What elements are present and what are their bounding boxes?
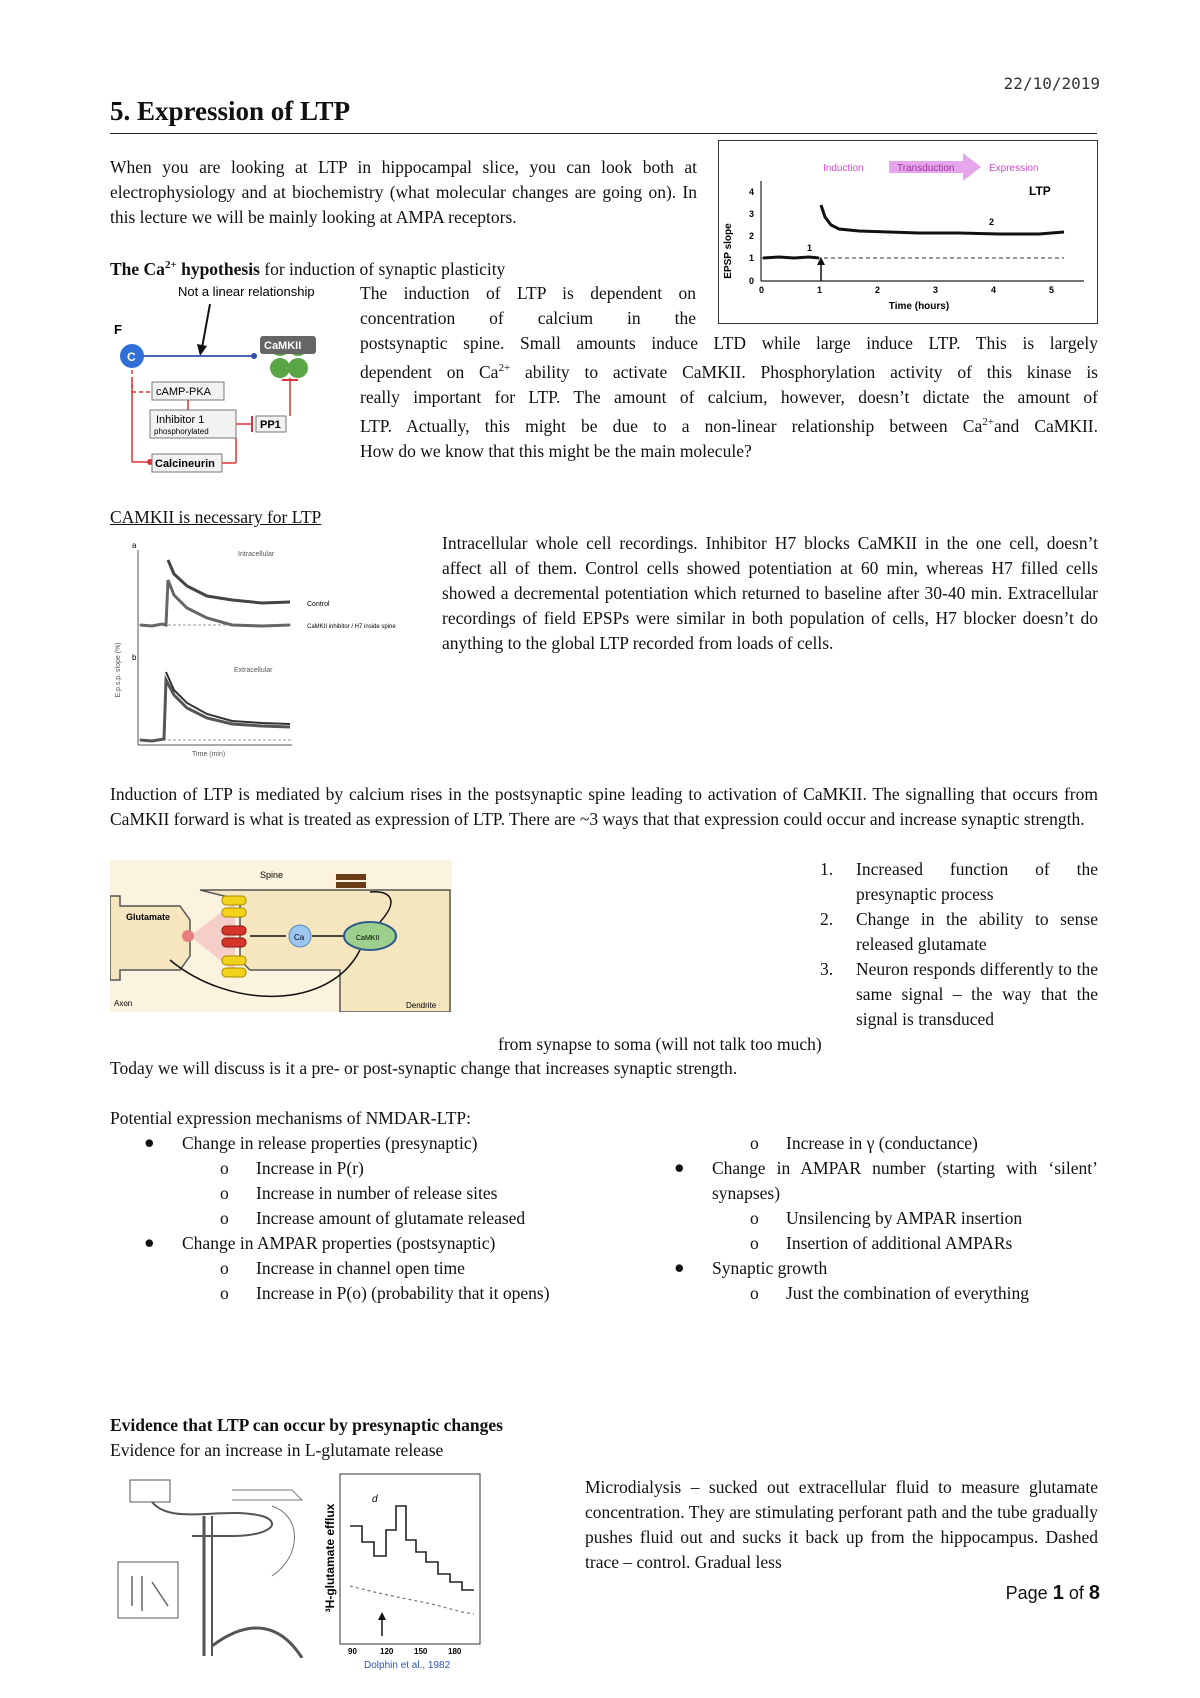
expression-label: Expression — [989, 163, 1039, 174]
panel-a-label: a — [132, 541, 137, 550]
induction-label: Induction — [823, 163, 864, 174]
efflux-x1: 90 — [348, 1647, 357, 1656]
microdialysis-paragraph: Microdialysis – sucked out extracellular fluid to measure glutamate concentration. They are stimulating perforant path and the tube gradually pushes fluid out and sucks it back up from the hippocampus. Dashed trace – control. Gradual less — [585, 1477, 1098, 1572]
extracellular-label: Extracellular — [234, 667, 273, 674]
ltp-figure — [718, 140, 1098, 324]
ca-label: Ca — [294, 933, 305, 942]
f-label: F — [114, 322, 122, 337]
camkii-label: CaMKII — [264, 340, 302, 352]
ltp-ylabel: EPSP slope — [723, 223, 734, 279]
way-item-2 — [820, 907, 1098, 957]
mech-b1s1: o Increase in P(r) — [220, 1158, 364, 1178]
way-2-text: Change in the ability to sense released glutamate — [856, 909, 1098, 954]
xtick-2: 2 — [875, 285, 881, 295]
efflux-x3: 150 — [414, 1647, 428, 1656]
ca-line-1: The induction of LTP is dependent on — [360, 283, 696, 303]
camkii-figure — [112, 540, 442, 760]
ca-line-2: concentration of calcium in the — [360, 308, 696, 328]
mechanisms-heading: Potential expression mechanisms of NMDAR-LTP: — [110, 1108, 471, 1128]
ca-line-4 — [360, 356, 1098, 385]
ytick-2: 2 — [749, 231, 755, 241]
camkii-ylabel: E.p.s.p. slope (%) — [115, 642, 122, 698]
mech-b1s2-text: Increase in number of release sites — [256, 1183, 498, 1203]
mech-b2s1-text: Increase in channel open time — [256, 1258, 465, 1278]
ytick-4: 4 — [749, 187, 755, 197]
ltp-plot — [719, 141, 1097, 323]
phosphorylated-label: phosphorylated — [154, 427, 209, 436]
mech-b1s3-text: Increase amount of glutamate released — [256, 1208, 526, 1228]
page-title: 5. Expression of LTP — [110, 96, 351, 126]
mech-b3s2-text: Insertion of additional AMPARs — [786, 1233, 1013, 1253]
ca-text-top — [360, 281, 696, 331]
calcineurin-label: Calcineurin — [155, 458, 215, 470]
date: 22/10/2019 — [1003, 74, 1100, 93]
mech-r1-text: Increase in γ (conductance) — [786, 1133, 978, 1153]
efflux-ylabel: ³H-glutamate efflux — [323, 1503, 337, 1613]
mech-b4s1-text: Just the combination of everything — [786, 1283, 1030, 1303]
mech-b3s1: o Unsilencing by AMPAR insertion — [750, 1208, 1023, 1228]
xtick-1: 1 — [817, 285, 823, 295]
way-1-text: Increased function of the presynaptic process — [856, 859, 1098, 904]
ca-line-6a: LTP. Actually, this might be due to a non-linear relationship between Ca — [360, 415, 983, 436]
mechanisms-right-col — [640, 1131, 1098, 1306]
of-word: of — [1068, 1583, 1084, 1603]
mech-b3s1-text: Unsilencing by AMPAR insertion — [786, 1208, 1023, 1228]
camkii-synapse-label: CaMKII — [356, 935, 380, 942]
marker-1: 1 — [807, 243, 813, 253]
evidence-subheading: Evidence for an increase in L-glutamate release — [110, 1440, 444, 1460]
efflux-d-label: d — [372, 1494, 378, 1505]
ytick-1: 1 — [749, 253, 755, 263]
way-3-text: Neuron responds differently to the same signal – the way that the signal is transduced — [856, 959, 1098, 1029]
mechanisms-left-col — [110, 1131, 570, 1306]
mech-b1: ● Change in release properties (presynaptic) — [144, 1132, 478, 1153]
inhibitor-label: Inhibitor 1 — [156, 414, 205, 426]
xtick-5: 5 — [1049, 285, 1055, 295]
intracellular-label: Intracellular — [238, 551, 275, 558]
microdialysis-figure — [112, 1466, 482, 1671]
marker-2: 2 — [989, 217, 995, 227]
mech-b2-text: Change in AMPAR properties (postsynaptic) — [182, 1233, 496, 1253]
ca-line-4b: ability to activate CaMKII. Phosphorylation activity of this kinase is — [510, 361, 1098, 382]
efflux-xticks — [348, 1647, 462, 1656]
nonlinear-note: Not a linear relationship — [178, 284, 315, 299]
camkii-xlabel: Time (min) — [192, 751, 226, 758]
ca-line-6 — [360, 410, 1098, 439]
ways-list — [820, 857, 1098, 1032]
ltp-xlabel: Time (hours) — [888, 301, 950, 312]
ca-line-3: postsynaptic spine. Small amounts induce LTD while large induce LTP. This is largely — [360, 333, 1098, 353]
ca-line-5: really important for LTP. The amount of calcium, however, doesn’t dictate the amount of — [360, 386, 1098, 407]
ca-line-6sup: 2+ — [982, 415, 994, 428]
spine-label: Spine — [260, 870, 284, 880]
page-total: 8 — [1088, 1582, 1100, 1604]
intro-paragraph: When you are looking at LTP in hippocampal slice, you can look both at electrophysiology and at biochemistry (what molecular changes are going on). In this lecture we will be mainly looking at AMPA receptors. — [110, 157, 697, 227]
mech-b3: ● Change in AMPAR number (starting with ‘silent’ synapses) — [674, 1157, 1098, 1203]
today-sentence: Today we will discuss is it a pre- or post-synaptic change that increases synaptic strength. — [110, 1058, 738, 1078]
way-3-number: 3. — [820, 959, 834, 979]
transduction-label: Transduction — [897, 163, 955, 174]
ca-line-6b: and CaMKII. — [993, 415, 1098, 436]
camkii-heading: CAMKII is necessary for LTP — [110, 507, 322, 527]
ca-heading-sup: 2+ — [164, 259, 177, 271]
page-current: 1 — [1052, 1582, 1064, 1604]
mech-r1: o Increase in γ (conductance) — [750, 1133, 978, 1153]
efflux-x2: 120 — [380, 1647, 394, 1656]
ca-text-main — [360, 331, 1098, 464]
ca-heading-b: hypothesis — [176, 258, 260, 279]
pp1-label: PP1 — [260, 419, 281, 431]
ways-continued: from synapse to soma (will not talk too much) — [498, 1034, 822, 1054]
ltp-label: LTP — [1029, 184, 1051, 198]
way-item-1 — [820, 857, 1098, 907]
ca-signaling-diagram — [112, 282, 344, 494]
mech-b3s2: o Insertion of additional AMPARs — [750, 1233, 1013, 1253]
ca-heading-a: The Ca — [110, 258, 165, 279]
synapse-figure — [110, 860, 452, 1012]
way-1-number: 1. — [820, 859, 834, 879]
ca-line-4a: dependent on Ca — [360, 361, 499, 382]
ca-line-4sup: 2+ — [498, 362, 511, 374]
mech-b2: ● Change in AMPAR properties (postsynaptic) — [144, 1232, 496, 1253]
ca-line-7: How do we know that this might be the main molecule? — [360, 440, 752, 461]
mech-b3-text: Change in AMPAR number (starting with ‘silent’ synapses) — [712, 1158, 1098, 1203]
mech-b1s1-text: Increase in P(r) — [256, 1158, 364, 1178]
c-label: C — [127, 350, 136, 364]
mech-b4: ● Synaptic growth — [674, 1257, 828, 1278]
ltp-yticks — [749, 187, 754, 286]
ca-heading-rest: for induction of synaptic plasticity — [259, 258, 506, 279]
dolphin-citation: Dolphin et al., 1982 — [364, 1660, 451, 1671]
ytick-3: 3 — [749, 209, 755, 219]
xtick-3: 3 — [933, 285, 939, 295]
mech-b1s2: o Increase in number of release sites — [220, 1183, 498, 1203]
panel-b-label: b — [132, 653, 137, 662]
way-2-number: 2. — [820, 909, 834, 929]
title-rule — [110, 133, 1097, 134]
mech-b1s3: o Increase amount of glutamate released — [220, 1208, 526, 1228]
evidence-heading: Evidence that LTP can occur by presynaptic changes — [110, 1415, 503, 1435]
glutamate-label: Glutamate — [126, 912, 171, 922]
way-item-3 — [820, 957, 1098, 1032]
mech-b1-text: Change in release properties (presynaptic) — [182, 1133, 478, 1153]
mech-b2s2-text: Increase in P(o) (probability that it opens) — [256, 1283, 550, 1303]
induction-paragraph: Induction of LTP is mediated by calcium rises in the postsynaptic spine leading to activation of CaMKII. The signalling that occurs from CaMKII forward is what is treated as expression of LTP. There are ~3 ways that that expression could occur and increase synaptic strength. — [110, 784, 1098, 829]
efflux-x4: 180 — [448, 1647, 462, 1656]
camk-label: CaMKII inhibitor / H7 inside spine — [307, 624, 396, 630]
mech-b2s1: o Increase in channel open time — [220, 1258, 465, 1278]
camp-pka-label: cAMP-PKA — [156, 386, 212, 398]
ca-heading — [110, 253, 505, 282]
page-word: Page — [1005, 1583, 1048, 1603]
axon-label: Axon — [114, 999, 133, 1008]
ytick-0: 0 — [749, 276, 755, 286]
dendrite-label: Dendrite — [406, 1001, 437, 1010]
xtick-0: 0 — [759, 285, 765, 295]
xtick-4: 4 — [991, 285, 997, 295]
camkii-paragraph: Intracellular whole cell recordings. Inhibitor H7 blocks CaMKII in the one cell, doesn’t affect all of them. Control cells showed potentiation at 60 min, whereas H7 filled cells showed a decremental potentiation which returned to baseline after 30-40 min. Extracellular recordings of field EPSPs were similar in both population of cells, H7 blocker doesn’t do anything to the global LTP recorded from loads of cells. — [442, 533, 1098, 653]
page-number — [1006, 1582, 1100, 1605]
mech-b4-text: Synaptic growth — [712, 1258, 828, 1278]
mech-b2s2: o Increase in P(o) (probability that it opens) — [220, 1283, 550, 1303]
ltp-xticks — [759, 285, 1054, 295]
mech-b4s1: o Just the combination of everything — [750, 1283, 1030, 1303]
control-label: Control — [307, 601, 330, 608]
